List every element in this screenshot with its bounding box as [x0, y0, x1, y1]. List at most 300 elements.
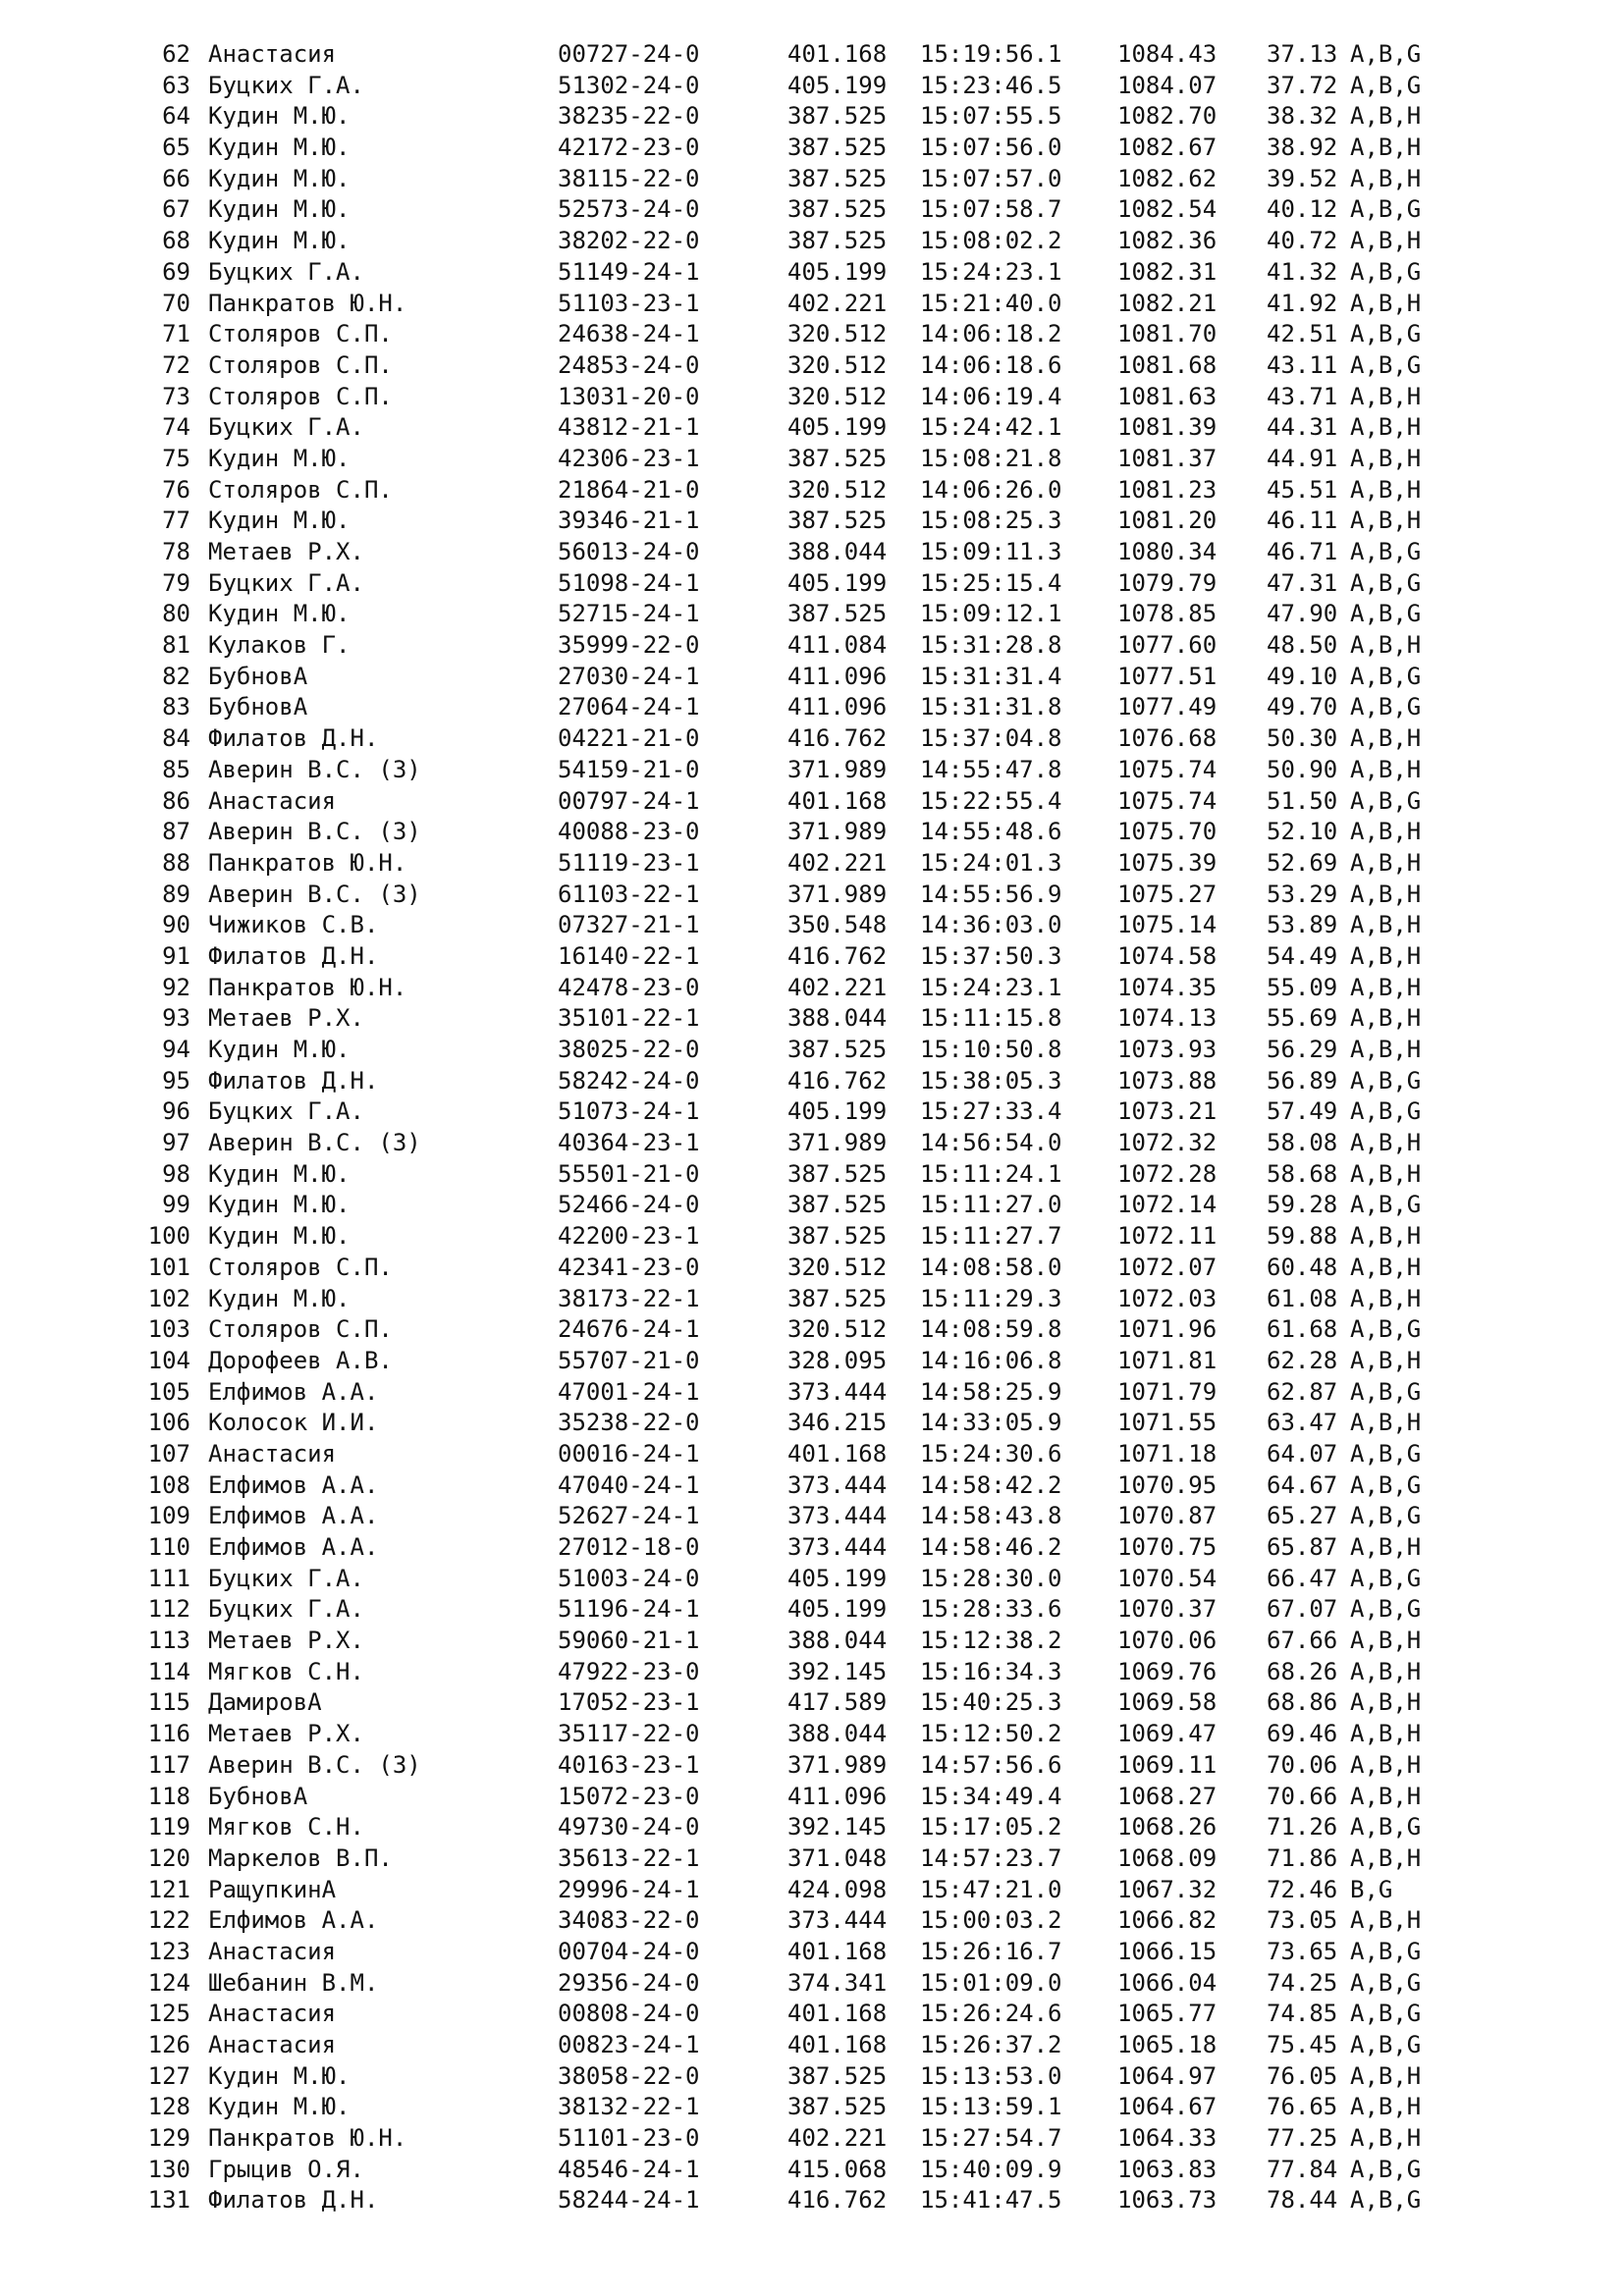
flags: A,B,G — [1350, 2155, 1422, 2183]
flags: A,B,H — [1350, 102, 1422, 131]
fancier-name: Метаев Р.Х. — [208, 1720, 364, 1748]
points: 77.25 — [1267, 2124, 1338, 2153]
row-number: 83 — [162, 693, 190, 721]
distance: 415.068 — [787, 2155, 888, 2183]
fancier-name: Филатов Д.Н. — [208, 1066, 379, 1095]
speed: 1081.68 — [1117, 350, 1218, 379]
ring-number: 00808-24-0 — [558, 2000, 700, 2028]
ring-number: 00823-24-1 — [558, 2031, 700, 2058]
points: 55.69 — [1267, 1004, 1338, 1033]
distance: 405.199 — [787, 568, 888, 597]
ring-number: 39346-21-1 — [558, 507, 700, 535]
points: 50.30 — [1267, 724, 1338, 753]
flags: A,B,H — [1350, 2061, 1422, 2090]
arrival-time: 15:08:25.3 — [920, 507, 1062, 535]
distance: 371.989 — [787, 818, 888, 846]
arrival-time: 14:58:25.9 — [920, 1377, 1062, 1406]
ring-number: 13031-20-0 — [558, 382, 700, 410]
arrival-time: 15:01:09.0 — [920, 1968, 1062, 1997]
fancier-name: Кудин М.Ю. — [208, 102, 351, 131]
row-number: 76 — [162, 475, 190, 504]
flags: A,B,H — [1350, 1004, 1422, 1033]
row-number: 99 — [162, 1191, 190, 1219]
flags: A,B,H — [1350, 755, 1422, 783]
row-number: 109 — [147, 1502, 190, 1530]
arrival-time: 15:25:15.4 — [920, 568, 1062, 597]
fancier-name: Елфимов А.А. — [208, 1533, 379, 1561]
fancier-name: Кудин М.Ю. — [208, 507, 351, 535]
arrival-time: 14:06:18.6 — [920, 350, 1062, 379]
distance: 402.221 — [787, 289, 888, 317]
distance: 320.512 — [787, 320, 888, 348]
fancier-name: Кудин М.Ю. — [208, 1222, 351, 1251]
ring-number: 38058-22-0 — [558, 2061, 700, 2090]
speed: 1076.68 — [1117, 724, 1218, 753]
row-number: 106 — [147, 1409, 190, 1437]
ring-number: 40163-23-1 — [558, 1750, 700, 1779]
distance: 424.098 — [787, 1875, 888, 1903]
speed: 1072.28 — [1117, 1159, 1218, 1188]
ring-number: 61103-22-1 — [558, 880, 700, 908]
speed: 1082.54 — [1117, 195, 1218, 224]
row-number: 87 — [162, 818, 190, 846]
distance: 401.168 — [787, 40, 888, 68]
row-number: 73 — [162, 382, 190, 410]
speed: 1078.85 — [1117, 600, 1218, 628]
points: 71.86 — [1267, 1843, 1338, 1872]
row-number: 95 — [162, 1066, 190, 1095]
speed: 1084.07 — [1117, 71, 1218, 99]
flags: A,B,G — [1350, 1315, 1422, 1344]
ring-number: 42306-23-1 — [558, 444, 700, 472]
fancier-name: Кудин М.Ю. — [208, 1284, 351, 1312]
ring-number: 38115-22-0 — [558, 164, 700, 192]
row-number: 96 — [162, 1097, 190, 1126]
flags: A,B,H — [1350, 2093, 1422, 2121]
fancier-name: Аверин В.С. (З) — [208, 755, 421, 783]
row-number: 126 — [147, 2031, 190, 2058]
row-number: 123 — [147, 1937, 190, 1965]
fancier-name: БубновА — [208, 662, 308, 690]
row-number: 80 — [162, 600, 190, 628]
speed: 1082.31 — [1117, 257, 1218, 286]
distance: 373.444 — [787, 1502, 888, 1530]
ring-number: 47922-23-0 — [558, 1657, 700, 1685]
fancier-name: Филатов Д.Н. — [208, 941, 379, 970]
fancier-name: Елфимов А.А. — [208, 1470, 379, 1499]
flags: A,B,G — [1350, 693, 1422, 721]
points: 40.72 — [1267, 227, 1338, 255]
arrival-time: 15:09:12.1 — [920, 600, 1062, 628]
points: 38.32 — [1267, 102, 1338, 131]
fancier-name: Столяров С.П. — [208, 475, 393, 504]
fancier-name: Буцких Г.А. — [208, 413, 364, 442]
ring-number: 51103-23-1 — [558, 289, 700, 317]
row-number: 116 — [147, 1720, 190, 1748]
fancier-name: Анастасия — [208, 2031, 337, 2058]
points: 59.88 — [1267, 1222, 1338, 1251]
fancier-name: Мягков С.Н. — [208, 1813, 364, 1842]
points: 74.25 — [1267, 1968, 1338, 1997]
flags: A,B,G — [1350, 1937, 1422, 1965]
arrival-time: 14:55:56.9 — [920, 880, 1062, 908]
row-number: 75 — [162, 444, 190, 472]
ring-number: 00016-24-1 — [558, 1439, 700, 1468]
points: 66.47 — [1267, 1564, 1338, 1592]
arrival-time: 15:40:09.9 — [920, 2155, 1062, 2183]
row-number: 90 — [162, 911, 190, 939]
points: 49.70 — [1267, 693, 1338, 721]
speed: 1064.33 — [1117, 2124, 1218, 2153]
distance: 320.512 — [787, 350, 888, 379]
speed: 1081.63 — [1117, 382, 1218, 410]
distance: 411.096 — [787, 693, 888, 721]
flags: A,B,G — [1350, 1439, 1422, 1468]
points: 73.05 — [1267, 1906, 1338, 1935]
speed: 1071.96 — [1117, 1315, 1218, 1344]
arrival-time: 15:27:54.7 — [920, 2124, 1062, 2153]
ring-number: 51119-23-1 — [558, 848, 700, 877]
ring-number: 27030-24-1 — [558, 662, 700, 690]
fancier-name: Кудин М.Ю. — [208, 600, 351, 628]
speed: 1072.03 — [1117, 1284, 1218, 1312]
arrival-time: 14:57:23.7 — [920, 1843, 1062, 1872]
arrival-time: 15:13:59.1 — [920, 2093, 1062, 2121]
speed: 1075.74 — [1117, 786, 1218, 815]
arrival-time: 15:24:01.3 — [920, 848, 1062, 877]
arrival-time: 14:08:59.8 — [920, 1315, 1062, 1344]
ring-number: 42172-23-0 — [558, 133, 700, 162]
row-number: 127 — [147, 2061, 190, 2090]
fancier-name: Кудин М.Ю. — [208, 444, 351, 472]
flags: A,B,G — [1350, 1595, 1422, 1624]
flags: A,B,H — [1350, 1657, 1422, 1685]
distance: 371.048 — [787, 1843, 888, 1872]
speed: 1082.67 — [1117, 133, 1218, 162]
ring-number: 27012-18-0 — [558, 1533, 700, 1561]
ring-number: 34083-22-0 — [558, 1906, 700, 1935]
row-number: 115 — [147, 1688, 190, 1717]
arrival-time: 15:31:31.4 — [920, 662, 1062, 690]
arrival-time: 15:31:31.8 — [920, 693, 1062, 721]
flags: A,B,G — [1350, 1502, 1422, 1530]
ring-number: 42200-23-1 — [558, 1222, 700, 1251]
distance: 387.525 — [787, 2061, 888, 2090]
distance: 371.989 — [787, 1750, 888, 1779]
row-number: 101 — [147, 1253, 190, 1281]
fancier-name: Буцких Г.А. — [208, 257, 364, 286]
flags: A,B,H — [1350, 413, 1422, 442]
fancier-name: Метаев Р.Х. — [208, 538, 364, 565]
ring-number: 40088-23-0 — [558, 818, 700, 846]
points: 65.87 — [1267, 1533, 1338, 1561]
speed: 1067.32 — [1117, 1875, 1218, 1903]
fancier-name: БубновА — [208, 693, 308, 721]
flags: A,B,H — [1350, 848, 1422, 877]
flags: A,B,H — [1350, 1750, 1422, 1779]
row-number: 120 — [147, 1843, 190, 1872]
points: 47.31 — [1267, 568, 1338, 597]
flags: A,B,G — [1350, 1097, 1422, 1126]
flags: A,B,H — [1350, 227, 1422, 255]
points: 54.49 — [1267, 941, 1338, 970]
points: 63.47 — [1267, 1409, 1338, 1437]
points: 43.11 — [1267, 350, 1338, 379]
fancier-name: Анастасия — [208, 40, 337, 68]
distance: 401.168 — [787, 1937, 888, 1965]
flags: A,B,G — [1350, 1470, 1422, 1499]
row-number: 102 — [147, 1284, 190, 1312]
flags: A,B,H — [1350, 941, 1422, 970]
speed: 1075.27 — [1117, 880, 1218, 908]
fancier-name: Елфимов А.А. — [208, 1377, 379, 1406]
flags: A,B,H — [1350, 1782, 1422, 1810]
arrival-time: 15:22:55.4 — [920, 786, 1062, 815]
speed: 1077.51 — [1117, 662, 1218, 690]
fancier-name: Елфимов А.А. — [208, 1502, 379, 1530]
ring-number: 35117-22-0 — [558, 1720, 700, 1748]
fancier-name: Метаев Р.Х. — [208, 1004, 364, 1033]
points: 40.12 — [1267, 195, 1338, 224]
points: 53.29 — [1267, 880, 1338, 908]
row-number: 122 — [147, 1906, 190, 1935]
fancier-name: Аверин В.С. (З) — [208, 1129, 421, 1157]
ring-number: 48546-24-1 — [558, 2155, 700, 2183]
speed: 1082.70 — [1117, 102, 1218, 131]
ring-number: 17052-23-1 — [558, 1688, 700, 1717]
speed: 1069.11 — [1117, 1750, 1218, 1779]
distance: 401.168 — [787, 2000, 888, 2028]
distance: 388.044 — [787, 1720, 888, 1748]
flags: A,B,H — [1350, 1159, 1422, 1188]
speed: 1081.70 — [1117, 320, 1218, 348]
points: 56.89 — [1267, 1066, 1338, 1095]
speed: 1074.35 — [1117, 973, 1218, 1001]
row-number: 64 — [162, 102, 190, 131]
row-number: 114 — [147, 1657, 190, 1685]
distance: 405.199 — [787, 71, 888, 99]
fancier-name: Мягков С.Н. — [208, 1657, 364, 1685]
ring-number: 38025-22-0 — [558, 1036, 700, 1063]
speed: 1073.88 — [1117, 1066, 1218, 1095]
points: 70.06 — [1267, 1750, 1338, 1779]
points: 46.11 — [1267, 507, 1338, 535]
ring-number: 00727-24-0 — [558, 40, 700, 68]
distance: 402.221 — [787, 848, 888, 877]
arrival-time: 14:36:03.0 — [920, 911, 1062, 939]
row-number: 93 — [162, 1004, 190, 1033]
points: 47.90 — [1267, 600, 1338, 628]
ring-number: 00797-24-1 — [558, 786, 700, 815]
row-number: 84 — [162, 724, 190, 753]
speed: 1070.75 — [1117, 1533, 1218, 1561]
distance: 405.199 — [787, 1564, 888, 1592]
fancier-name: Метаев Р.Х. — [208, 1627, 364, 1655]
ring-number: 35238-22-0 — [558, 1409, 700, 1437]
flags: A,B,G — [1350, 1968, 1422, 1997]
distance: 320.512 — [787, 475, 888, 504]
fancier-name: Кудин М.Ю. — [208, 227, 351, 255]
row-number: 89 — [162, 880, 190, 908]
speed: 1082.36 — [1117, 227, 1218, 255]
points: 72.46 — [1267, 1875, 1338, 1903]
flags: A,B,H — [1350, 1627, 1422, 1655]
row-number: 105 — [147, 1377, 190, 1406]
arrival-time: 15:38:05.3 — [920, 1066, 1062, 1095]
ring-number: 00704-24-0 — [558, 1937, 700, 1965]
speed: 1063.73 — [1117, 2186, 1218, 2215]
points: 52.69 — [1267, 848, 1338, 877]
ring-number: 38173-22-1 — [558, 1284, 700, 1312]
speed: 1071.79 — [1117, 1377, 1218, 1406]
points: 57.49 — [1267, 1097, 1338, 1126]
distance: 373.444 — [787, 1906, 888, 1935]
speed: 1075.70 — [1117, 818, 1218, 846]
speed: 1079.79 — [1117, 568, 1218, 597]
row-number: 129 — [147, 2124, 190, 2153]
arrival-time: 15:41:47.5 — [920, 2186, 1062, 2215]
row-number: 118 — [147, 1782, 190, 1810]
points: 76.05 — [1267, 2061, 1338, 2090]
points: 75.45 — [1267, 2031, 1338, 2058]
flags: A,B,H — [1350, 1688, 1422, 1717]
ring-number: 51003-24-0 — [558, 1564, 700, 1592]
row-number: 77 — [162, 507, 190, 535]
distance: 387.525 — [787, 507, 888, 535]
row-number: 91 — [162, 941, 190, 970]
arrival-time: 15:08:21.8 — [920, 444, 1062, 472]
arrival-time: 15:12:38.2 — [920, 1627, 1062, 1655]
points: 37.72 — [1267, 71, 1338, 99]
distance: 392.145 — [787, 1657, 888, 1685]
ring-number: 24853-24-0 — [558, 350, 700, 379]
flags: A,B,G — [1350, 195, 1422, 224]
ring-number: 47001-24-1 — [558, 1377, 700, 1406]
row-number: 97 — [162, 1129, 190, 1157]
flags: A,B,G — [1350, 2031, 1422, 2058]
flags: A,B,H — [1350, 1906, 1422, 1935]
flags: A,B,G — [1350, 1066, 1422, 1095]
fancier-name: Столяров С.П. — [208, 1315, 393, 1344]
points: 37.13 — [1267, 40, 1338, 68]
speed: 1065.77 — [1117, 2000, 1218, 2028]
speed: 1084.43 — [1117, 40, 1218, 68]
points: 43.71 — [1267, 382, 1338, 410]
ring-number: 16140-22-1 — [558, 941, 700, 970]
ring-number: 51073-24-1 — [558, 1097, 700, 1126]
ring-number: 35999-22-0 — [558, 631, 700, 660]
speed: 1081.20 — [1117, 507, 1218, 535]
arrival-time: 15:07:55.5 — [920, 102, 1062, 131]
row-number: 121 — [147, 1875, 190, 1903]
fancier-name: РащупкинА — [208, 1875, 337, 1903]
row-number: 94 — [162, 1036, 190, 1063]
fancier-name: Анастасия — [208, 1439, 337, 1468]
points: 44.31 — [1267, 413, 1338, 442]
speed: 1072.07 — [1117, 1253, 1218, 1281]
points: 59.28 — [1267, 1191, 1338, 1219]
row-number: 68 — [162, 227, 190, 255]
flags: A,B,G — [1350, 1377, 1422, 1406]
row-number: 69 — [162, 257, 190, 286]
ring-number: 58242-24-0 — [558, 1066, 700, 1095]
flags: A,B,H — [1350, 1253, 1422, 1281]
row-number: 81 — [162, 631, 190, 660]
ring-number: 27064-24-1 — [558, 693, 700, 721]
distance: 388.044 — [787, 1627, 888, 1655]
arrival-time: 15:11:29.3 — [920, 1284, 1062, 1312]
points: 41.92 — [1267, 289, 1338, 317]
arrival-time: 15:07:57.0 — [920, 164, 1062, 192]
arrival-time: 15:26:24.6 — [920, 2000, 1062, 2028]
speed: 1070.95 — [1117, 1470, 1218, 1499]
flags: A,B,H — [1350, 475, 1422, 504]
fancier-name: Столяров С.П. — [208, 1253, 393, 1281]
points: 77.84 — [1267, 2155, 1338, 2183]
arrival-time: 15:24:23.1 — [920, 257, 1062, 286]
speed: 1066.15 — [1117, 1937, 1218, 1965]
points: 45.51 — [1267, 475, 1338, 504]
distance: 371.989 — [787, 1129, 888, 1157]
arrival-time: 14:08:58.0 — [920, 1253, 1062, 1281]
distance: 401.168 — [787, 786, 888, 815]
points: 50.90 — [1267, 755, 1338, 783]
distance: 320.512 — [787, 1315, 888, 1344]
arrival-time: 15:31:28.8 — [920, 631, 1062, 660]
row-number: 117 — [147, 1750, 190, 1779]
fancier-name: Панкратов Ю.Н. — [208, 848, 407, 877]
distance: 387.525 — [787, 1191, 888, 1219]
flags: A,B,H — [1350, 2124, 1422, 2153]
row-number: 113 — [147, 1627, 190, 1655]
row-number: 107 — [147, 1439, 190, 1468]
points: 71.26 — [1267, 1813, 1338, 1842]
flags: A,B,H — [1350, 444, 1422, 472]
fancier-name: Чижиков С.В. — [208, 911, 379, 939]
flags: A,B,H — [1350, 1409, 1422, 1437]
speed: 1077.49 — [1117, 693, 1218, 721]
row-number: 67 — [162, 195, 190, 224]
distance: 387.525 — [787, 195, 888, 224]
flags: A,B,H — [1350, 133, 1422, 162]
arrival-time: 15:27:33.4 — [920, 1097, 1062, 1126]
speed: 1072.14 — [1117, 1191, 1218, 1219]
points: 64.07 — [1267, 1439, 1338, 1468]
flags: A,B,H — [1350, 1843, 1422, 1872]
arrival-time: 14:16:06.8 — [920, 1346, 1062, 1374]
ring-number: 52627-24-1 — [558, 1502, 700, 1530]
distance: 328.095 — [787, 1346, 888, 1374]
distance: 387.525 — [787, 227, 888, 255]
ring-number: 58244-24-1 — [558, 2186, 700, 2215]
row-number: 70 — [162, 289, 190, 317]
ring-number: 51302-24-0 — [558, 71, 700, 99]
row-number: 86 — [162, 786, 190, 815]
ring-number: 40364-23-1 — [558, 1129, 700, 1157]
distance: 416.762 — [787, 724, 888, 753]
ring-number: 52466-24-0 — [558, 1191, 700, 1219]
flags: A,B,G — [1350, 1564, 1422, 1592]
ring-number: 54159-21-0 — [558, 755, 700, 783]
ring-number: 43812-21-1 — [558, 413, 700, 442]
fancier-name: Панкратов Ю.Н. — [208, 2124, 407, 2153]
row-number: 92 — [162, 973, 190, 1001]
distance: 392.145 — [787, 1813, 888, 1842]
flags: A,B,G — [1350, 1191, 1422, 1219]
distance: 416.762 — [787, 941, 888, 970]
distance: 416.762 — [787, 1066, 888, 1095]
fancier-name: Кулаков Г. — [208, 631, 351, 660]
